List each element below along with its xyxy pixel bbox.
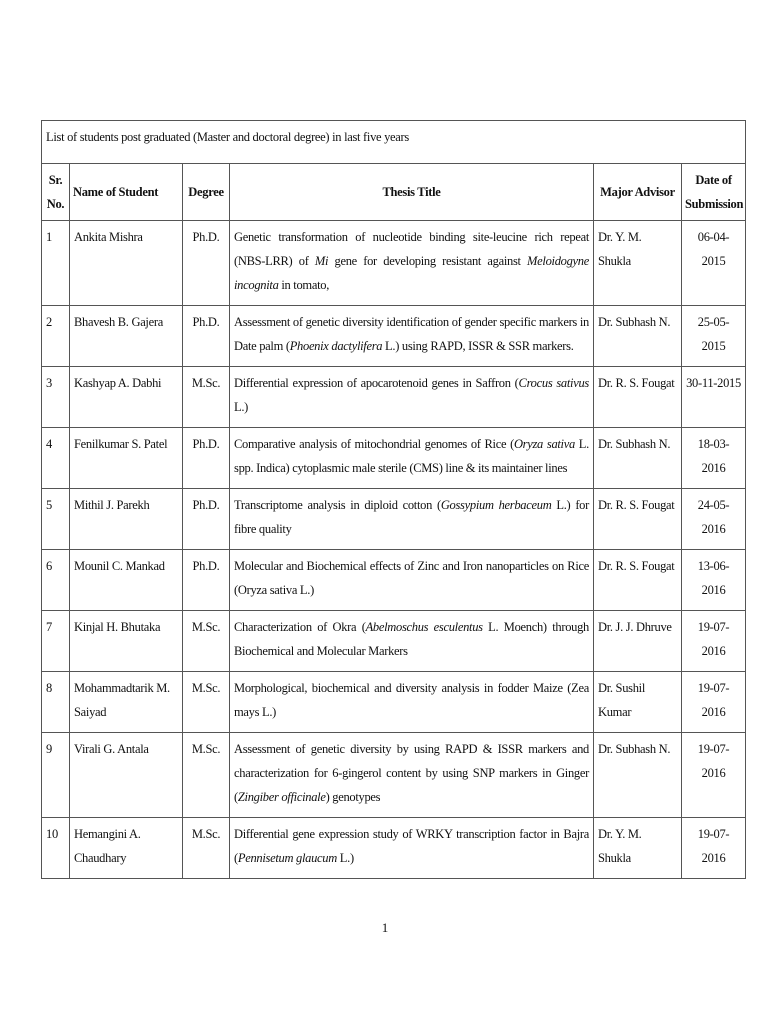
cell-student-name: Hemangini A. Chaudhary [70,818,183,879]
cell-sr-no: 10 [42,818,70,879]
cell-degree: M.Sc. [183,367,230,428]
thesis-text-segment: ) genotypes [325,790,381,804]
table-row [42,306,746,367]
cell-student-name: Mithil J. Parekh [70,489,183,550]
cell-degree: Ph.D. [183,306,230,367]
cell-sr-no: 6 [42,550,70,611]
thesis-text-segment: Comparative analysis of mitochondrial genomes of Rice ( [234,437,514,451]
cell-student-name: Virali G. Antala [70,733,183,818]
cell-degree: Ph.D. [183,428,230,489]
header-date-of-submission: Date of Submission [682,164,746,221]
thesis-text-segment: gene for developing resistant against [328,254,528,268]
thesis-text-segment: L.) using RAPD, ISSR & SSR markers. [382,339,574,353]
cell-student-name: Kinjal H. Bhutaka [70,611,183,672]
cell-student-name: Kashyap A. Dabhi [70,367,183,428]
cell-submission-date: 25-05-2015 [682,306,746,367]
cell-degree: Ph.D. [183,550,230,611]
table-row [42,672,746,733]
thesis-text-segment: Molecular and Biochemical effects of Zinc and Iron nanoparticles on Rice (Oryza sativa L.) [234,559,589,597]
cell-thesis-title [230,221,594,306]
cell-sr-no: 9 [42,733,70,818]
cell-thesis-title [230,818,594,879]
table-row [42,367,746,428]
cell-degree: M.Sc. [183,611,230,672]
thesis-text-segment: L.) for fibre quality [234,498,589,536]
cell-major-advisor: Dr. Sushil Kumar [594,672,682,733]
thesis-text-segment: in tomato, [278,278,330,292]
header-name: Name of Student [70,164,183,221]
thesis-italic-segment: Zingiber officinale [237,790,326,804]
thesis-text-segment: L. Moench) through Biochemical and Molecular Markers [234,620,590,658]
cell-student-name: Bhavesh B. Gajera [70,306,183,367]
cell-degree: M.Sc. [183,733,230,818]
table-row [42,611,746,672]
cell-submission-date: 13-06-2016 [682,550,746,611]
header-sr-no: Sr. No. [42,164,70,221]
thesis-italic-segment: Crocus sativus [518,376,589,390]
cell-major-advisor: Dr. R. S. Fougat [594,550,682,611]
cell-student-name: Ankita Mishra [70,221,183,306]
cell-submission-date: 19-07-2016 [682,672,746,733]
cell-submission-date: 24-05-2016 [682,489,746,550]
cell-submission-date: 18-03-2016 [682,428,746,489]
cell-student-name: Mounil C. Mankad [70,550,183,611]
table-row [42,550,746,611]
cell-submission-date: 30-11-2015 [682,367,746,428]
students-table [41,120,746,879]
thesis-text-segment: L. spp. Indica) cytoplasmic male sterile (CMS) line & its maintainer lines [234,437,589,475]
cell-submission-date: 19-07-2016 [682,818,746,879]
cell-major-advisor: Dr. Subhash N. [594,428,682,489]
table-row [42,818,746,879]
table-row [42,489,746,550]
page-number: 1 [381,920,389,935]
cell-submission-date: 19-07-2016 [682,611,746,672]
cell-thesis-title [230,733,594,818]
cell-sr-no: 7 [42,611,70,672]
thesis-text-segment: Differential gene expression study of WRKY transcription factor in Bajra ( [234,827,589,865]
cell-sr-no: 2 [42,306,70,367]
cell-major-advisor: Dr. Subhash N. [594,306,682,367]
cell-sr-no: 8 [42,672,70,733]
cell-major-advisor: Dr. J. J. Dhruve [594,611,682,672]
thesis-italic-segment: Abelmoschus esculentus [365,620,483,634]
table-row [42,221,746,306]
thesis-italic-segment: Oryza sativa [513,437,575,451]
thesis-text-segment: Assessment of genetic diversity by using RAPD & ISSR markers and characterization for 6-gingerol content by using SNP markers in Ginger ( [234,742,589,804]
table-body [42,221,746,879]
header-thesis-title: Thesis Title [230,164,594,221]
cell-thesis-title [230,367,594,428]
cell-major-advisor: Dr. R. S. Fougat [594,489,682,550]
header-row [42,164,746,221]
cell-sr-no: 4 [42,428,70,489]
thesis-italic-segment: Gossypium herbaceum [440,498,552,512]
cell-student-name: Fenilkumar S. Patel [70,428,183,489]
cell-sr-no: 5 [42,489,70,550]
thesis-italic-segment: Mi [314,254,329,268]
thesis-text-segment: Morphological, biochemical and diversity analysis in fodder Maize (Zea mays L.) [234,681,589,719]
thesis-text-segment: Differential expression of apocarotenoid genes in Saffron ( [234,376,519,390]
table-caption: List of students post graduated (Master and doctoral degree) in last five years [42,121,746,164]
cell-major-advisor: Dr. Subhash N. [594,733,682,818]
cell-submission-date: 06-04-2015 [682,221,746,306]
thesis-italic-segment: Phoenix dactylifera [289,339,383,353]
thesis-text-segment: L.) [336,851,354,865]
cell-major-advisor: Dr. Y. M. Shukla [594,221,682,306]
cell-sr-no: 3 [42,367,70,428]
table-row [42,428,746,489]
cell-submission-date: 19-07-2016 [682,733,746,818]
cell-thesis-title [230,306,594,367]
cell-thesis-title [230,550,594,611]
cell-degree: M.Sc. [183,818,230,879]
cell-degree: Ph.D. [183,489,230,550]
thesis-text-segment: Transcriptome analysis in diploid cotton ( [234,498,441,512]
thesis-text-segment: Assessment of genetic diversity identification of gender specific markers in Date palm ( [234,315,589,353]
cell-thesis-title [230,489,594,550]
thesis-text-segment: Characterization of Okra ( [234,620,366,634]
cell-thesis-title [230,611,594,672]
cell-student-name: Mohammadtarik M. Saiyad [70,672,183,733]
thesis-text-segment: Genetic transformation of nucleotide binding site-leucine rich repeat (NBS-LRR) of [234,230,589,268]
thesis-italic-segment: Meloidogyne incognita [234,254,589,292]
table-row [42,733,746,818]
cell-major-advisor: Dr. R. S. Fougat [594,367,682,428]
thesis-italic-segment: Pennisetum glaucum [237,851,337,865]
cell-degree: M.Sc. [183,672,230,733]
thesis-text-segment: L.) [234,400,249,414]
cell-thesis-title [230,672,594,733]
header-major-advisor: Major Advisor [594,164,682,221]
cell-major-advisor: Dr. Y. M. Shukla [594,818,682,879]
cell-degree: Ph.D. [183,221,230,306]
header-degree: Degree [183,164,230,221]
cell-thesis-title [230,428,594,489]
cell-sr-no: 1 [42,221,70,306]
